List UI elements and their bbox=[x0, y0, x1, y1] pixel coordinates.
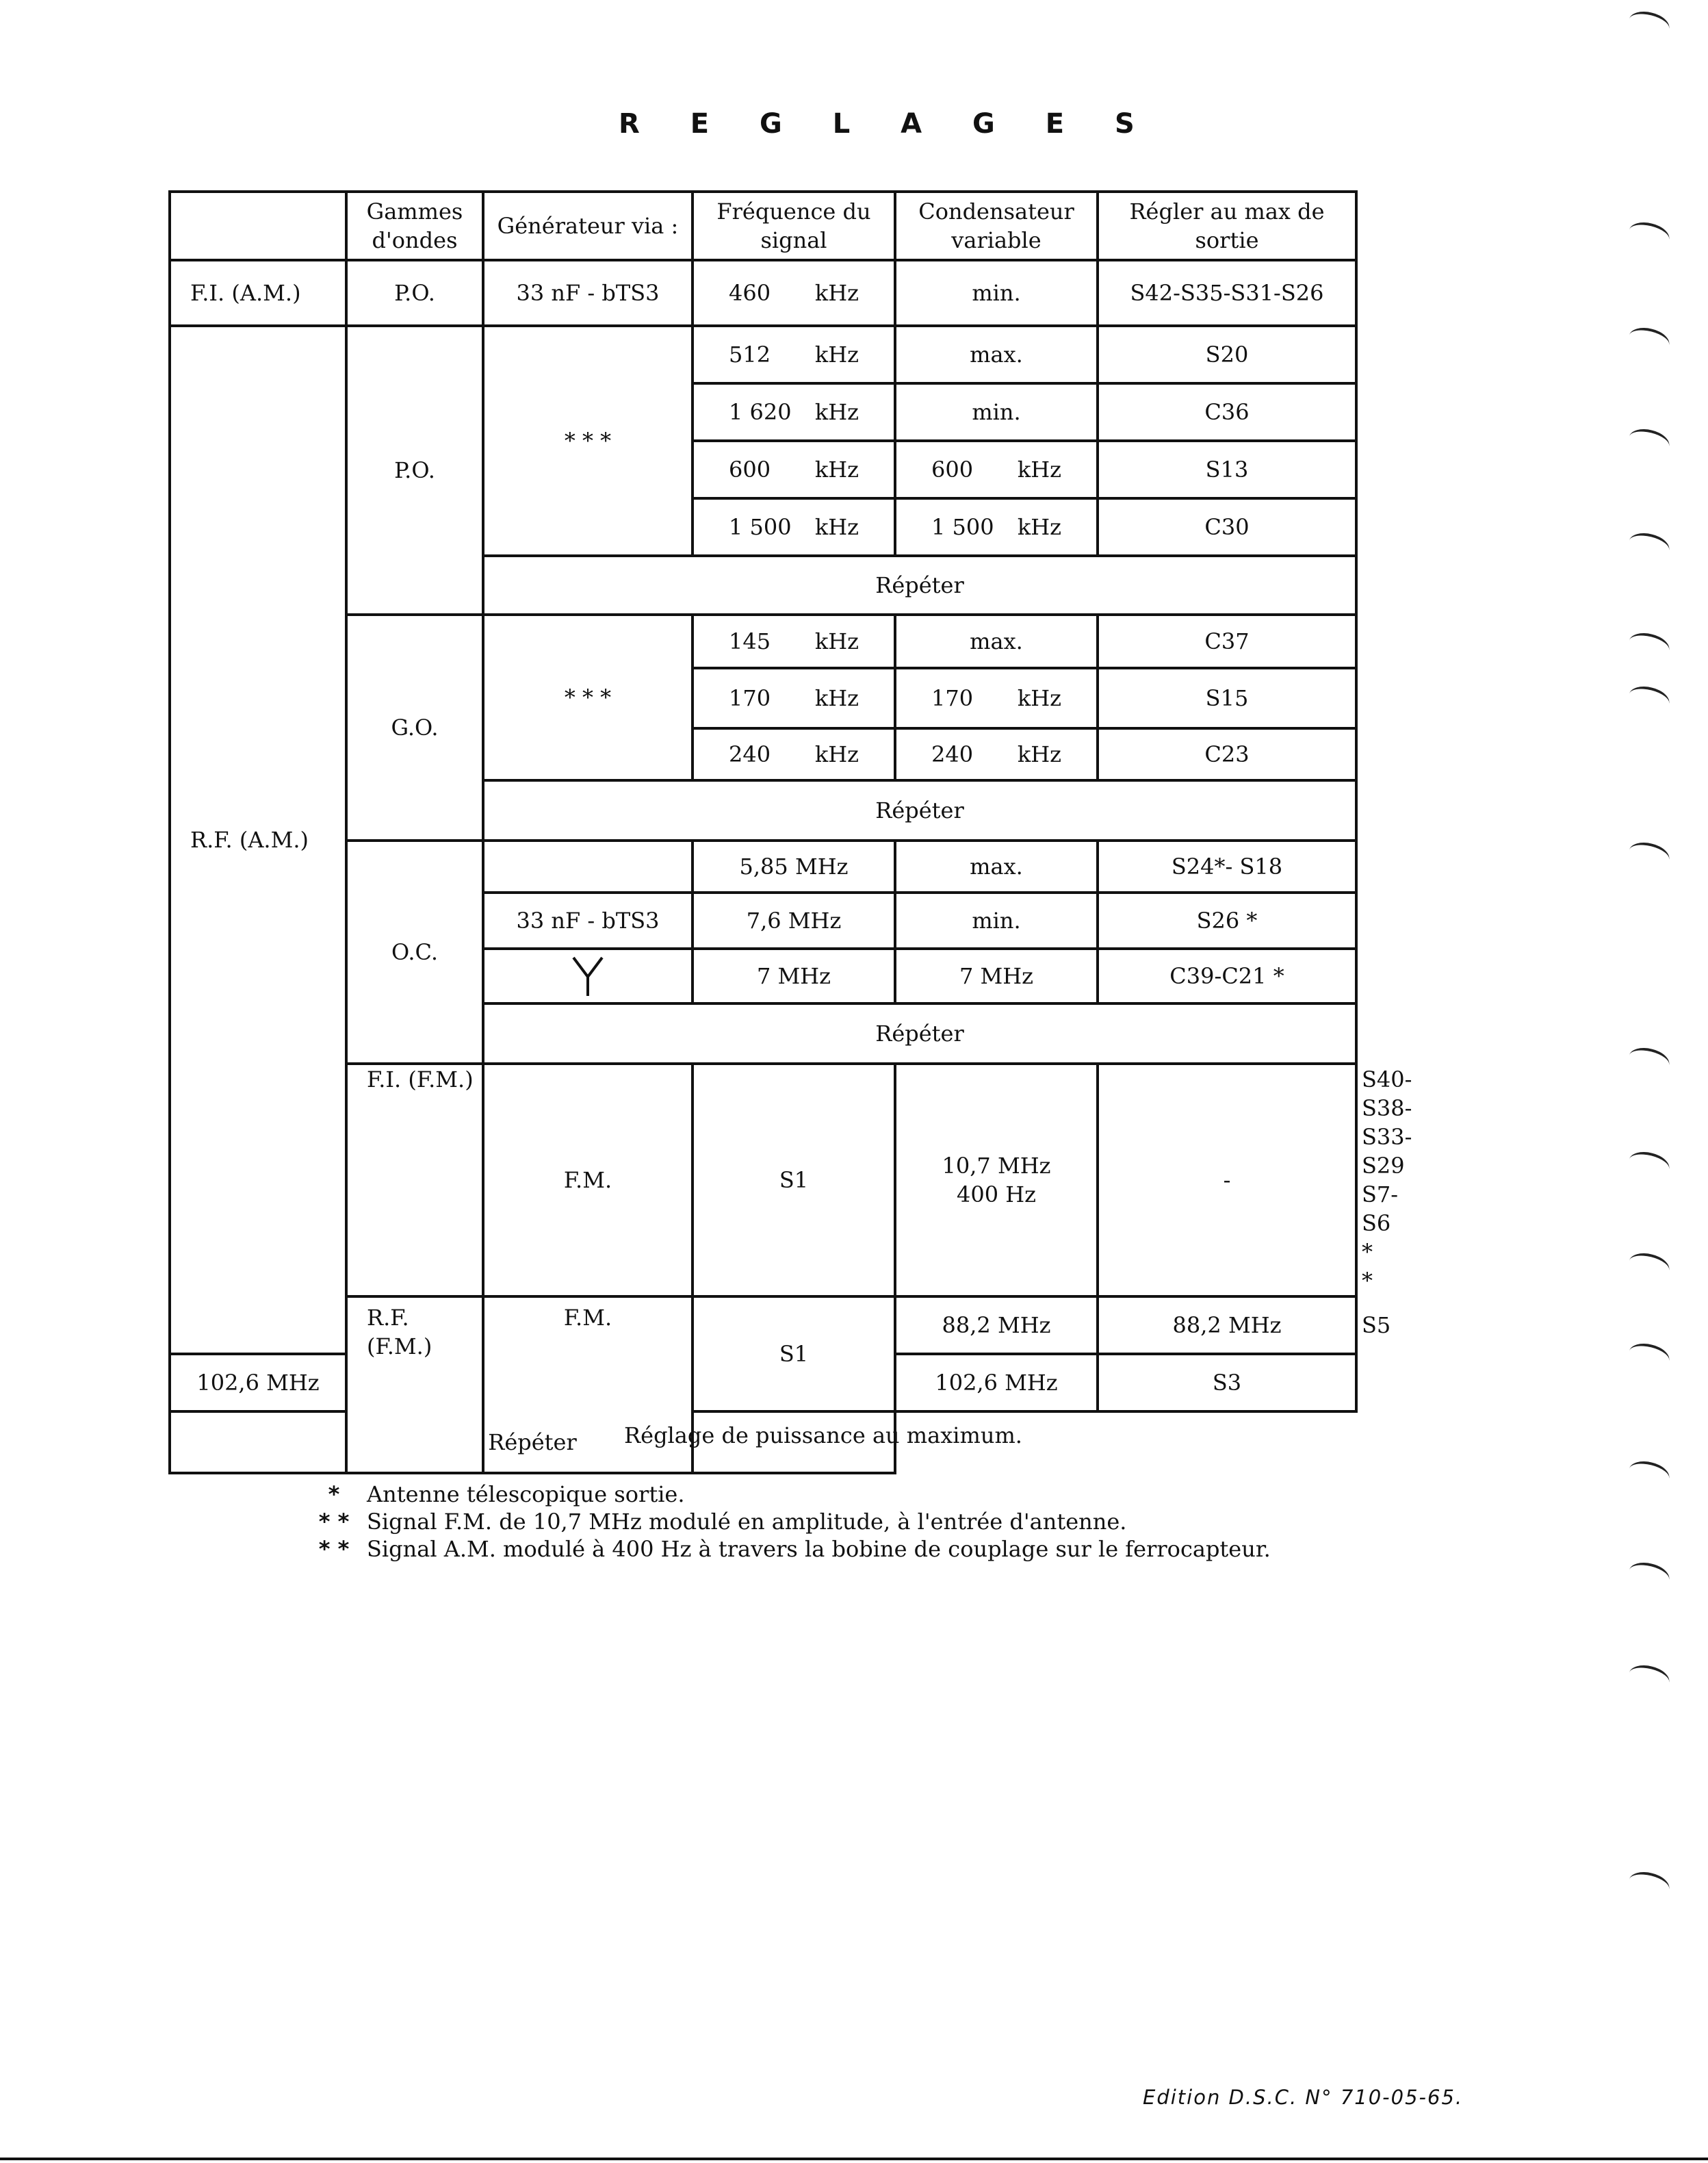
adjust-cell: C30 bbox=[1098, 498, 1356, 556]
binding-mark bbox=[1627, 682, 1672, 715]
section-label: F.I. (A.M.) bbox=[170, 260, 346, 326]
binding-mark bbox=[1627, 1044, 1672, 1077]
frequency-cell bbox=[693, 260, 895, 326]
binding-mark bbox=[1627, 1148, 1672, 1181]
freq-value: 170 bbox=[729, 685, 771, 711]
generator-cell: * * * bbox=[483, 615, 693, 780]
freq-unit: kHz bbox=[814, 514, 859, 540]
binding-mark bbox=[1627, 218, 1672, 251]
band-cell: G.O. bbox=[346, 615, 483, 841]
adjust-cell: C39-C21 * bbox=[1098, 949, 1356, 1003]
freq-value: 145 bbox=[729, 628, 771, 654]
footnote bbox=[301, 1481, 685, 1507]
adjust-cell: S20 bbox=[1098, 326, 1356, 383]
frequency-cell bbox=[693, 728, 895, 780]
binding-mark bbox=[1627, 629, 1672, 662]
section-label: R.F. (F.M.) bbox=[346, 1296, 483, 1473]
repeat-cell: Répéter bbox=[483, 556, 1356, 615]
repeat-cell: Répéter bbox=[170, 1411, 895, 1473]
freq-value: 10,7 MHz bbox=[942, 1153, 1051, 1179]
cond-unit: kHz bbox=[1017, 685, 1061, 711]
header-empty bbox=[170, 192, 346, 260]
capacitor-cell: min. bbox=[895, 383, 1098, 441]
adjust-cell: S24*- S18 bbox=[1098, 841, 1356, 893]
freq-unit: kHz bbox=[814, 741, 859, 767]
band-cell: O.C. bbox=[346, 841, 483, 1064]
generator-cell: S1 bbox=[693, 1296, 895, 1411]
freq-value: 460 bbox=[729, 280, 771, 306]
repeat-cell: Répéter bbox=[483, 1003, 1356, 1064]
cond-unit: kHz bbox=[1017, 457, 1061, 483]
binding-mark bbox=[1627, 839, 1672, 871]
capacitor-cell bbox=[895, 728, 1098, 780]
generator-cell: * * * bbox=[483, 326, 693, 556]
freq-value: 600 bbox=[729, 457, 771, 483]
frequency-cell: 7 MHz bbox=[693, 949, 895, 1003]
header-generator: Générateur via : bbox=[483, 192, 693, 260]
capacitor-cell: min. bbox=[895, 893, 1098, 949]
binding-mark bbox=[1627, 1457, 1672, 1490]
freq-unit: kHz bbox=[814, 280, 859, 306]
table-row: R.F. (F.M.) F.M. S1 88,2 MHz 88,2 MHz S5 bbox=[170, 1296, 1356, 1354]
capacitor-cell bbox=[895, 441, 1098, 498]
generator-cell: S1 bbox=[693, 1064, 895, 1296]
frequency-cell: 102,6 MHz bbox=[170, 1354, 346, 1411]
header-capacitor: Condensateur variable bbox=[895, 192, 1098, 260]
footnote bbox=[301, 1509, 1126, 1535]
binding-mark bbox=[1627, 529, 1672, 562]
capacitor-cell: max. bbox=[895, 326, 1098, 383]
capacitor-cell bbox=[895, 668, 1098, 728]
adjust-cell: S15 bbox=[1098, 668, 1356, 728]
frequency-cell bbox=[693, 668, 895, 728]
footnote bbox=[301, 1536, 1271, 1562]
cond-unit: kHz bbox=[1017, 741, 1061, 767]
freq-unit: kHz bbox=[814, 342, 859, 368]
binding-mark bbox=[1627, 1249, 1672, 1282]
notes-block bbox=[0, 1422, 1708, 1448]
table-row: F.I. (F.M.) F.M. S1 10,7 MHz 400 Hz - S40-S38-S33-S29 S7-S6 * * bbox=[170, 1064, 1356, 1296]
adjust-cell: S42-S35-S31-S26 bbox=[1098, 260, 1356, 326]
table-row bbox=[170, 841, 1356, 893]
band-cell: P.O. bbox=[346, 326, 483, 615]
footnote-text: Antenne télescopique sortie. bbox=[367, 1481, 685, 1507]
band-cell: F.M. bbox=[483, 1064, 693, 1296]
binding-mark bbox=[1627, 1559, 1672, 1591]
adjust-cell: S3 bbox=[1098, 1354, 1356, 1411]
table-row bbox=[170, 615, 1356, 668]
freq-value: 1 620 bbox=[729, 399, 792, 425]
frequency-cell: 7,6 MHz bbox=[693, 893, 895, 949]
section-label: R.F. (A.M.) bbox=[170, 326, 346, 1354]
cond-value: 170 bbox=[931, 685, 974, 711]
section-label: F.I. (F.M.) bbox=[346, 1064, 483, 1296]
binding-mark bbox=[1627, 425, 1672, 458]
generator-cell: 33 nF - bTS3 bbox=[483, 893, 693, 949]
capacitor-cell: 102,6 MHz bbox=[895, 1354, 1098, 1411]
freq-value: 512 bbox=[729, 342, 771, 368]
cond-value: 600 bbox=[931, 457, 974, 483]
table-header-row bbox=[170, 192, 1356, 260]
antenna-icon bbox=[571, 955, 605, 997]
frequency-cell bbox=[693, 383, 895, 441]
cond-value: 240 bbox=[931, 741, 974, 767]
capacitor-cell: max. bbox=[895, 615, 1098, 668]
generator-cell-empty bbox=[483, 841, 693, 893]
footnote-text: Signal A.M. modulé à 400 Hz à travers la bobine de couplage sur le ferrocapteur. bbox=[367, 1536, 1271, 1562]
freq-value: 1 500 bbox=[729, 514, 792, 540]
repeat-cell: Répéter bbox=[483, 780, 1356, 841]
capacitor-cell: 88,2 MHz bbox=[1098, 1296, 1356, 1354]
adjust-cell: C37 bbox=[1098, 615, 1356, 668]
frequency-cell bbox=[895, 1064, 1098, 1296]
header-band: Gammes d'ondes bbox=[346, 192, 483, 260]
generator-cell: 33 nF - bTS3 bbox=[483, 260, 693, 326]
frequency-cell bbox=[693, 498, 895, 556]
binding-mark bbox=[1627, 1340, 1672, 1372]
freq-unit: kHz bbox=[814, 399, 859, 425]
footnote-mark: * * bbox=[318, 1536, 350, 1562]
footnote-text: Signal F.M. de 10,7 MHz modulé en amplitude, à l'entrée d'antenne. bbox=[367, 1509, 1127, 1535]
capacitor-cell: max. bbox=[895, 841, 1098, 893]
freq-unit: kHz bbox=[814, 628, 859, 654]
bottom-rule bbox=[0, 2158, 1708, 2160]
cond-value: 1 500 bbox=[931, 514, 994, 540]
header-adjust: Régler au max de sortie bbox=[1098, 192, 1356, 260]
table-row bbox=[170, 326, 1356, 383]
generator-cell-antenna bbox=[483, 949, 693, 1003]
binding-mark bbox=[1627, 8, 1672, 40]
frequency-cell: 5,85 MHz bbox=[693, 841, 895, 893]
binding-mark bbox=[1627, 1661, 1672, 1694]
adjust-cell: C23 bbox=[1098, 728, 1356, 780]
table-row bbox=[170, 260, 1356, 326]
capacitor-cell: 7 MHz bbox=[895, 949, 1098, 1003]
footnote-mark: * bbox=[328, 1481, 340, 1507]
band-cell: P.O. bbox=[346, 260, 483, 326]
page-title: R E G L A G E S bbox=[619, 108, 1155, 140]
capacitor-cell: - bbox=[1098, 1064, 1356, 1296]
header-frequency: Fréquence du signal bbox=[693, 192, 895, 260]
adjust-cell: C36 bbox=[1098, 383, 1356, 441]
capacitor-cell bbox=[895, 498, 1098, 556]
binding-mark bbox=[1627, 1868, 1672, 1901]
capacitor-cell: min. bbox=[895, 260, 1098, 326]
adjust-cell: S26 * bbox=[1098, 893, 1356, 949]
frequency-cell bbox=[693, 615, 895, 668]
cond-unit: kHz bbox=[1017, 514, 1061, 540]
freq-unit: kHz bbox=[814, 457, 859, 483]
binding-mark bbox=[1627, 324, 1672, 357]
freq-unit: kHz bbox=[814, 685, 859, 711]
freq-modulation: 400 Hz bbox=[956, 1181, 1036, 1207]
frequency-cell: 88,2 MHz bbox=[895, 1296, 1098, 1354]
freq-value: 240 bbox=[729, 741, 771, 767]
notes-main: Réglage de puissance au maximum. bbox=[624, 1422, 1022, 1448]
footnote-mark: * * bbox=[318, 1509, 350, 1535]
edition-reference: Edition D.S.C. N° 710-05-65. bbox=[1143, 2086, 1464, 2109]
adjustment-table bbox=[168, 190, 1412, 1474]
adjust-cell: S13 bbox=[1098, 441, 1356, 498]
frequency-cell bbox=[693, 441, 895, 498]
band-cell: F.M. bbox=[483, 1296, 693, 1473]
frequency-cell bbox=[693, 326, 895, 383]
